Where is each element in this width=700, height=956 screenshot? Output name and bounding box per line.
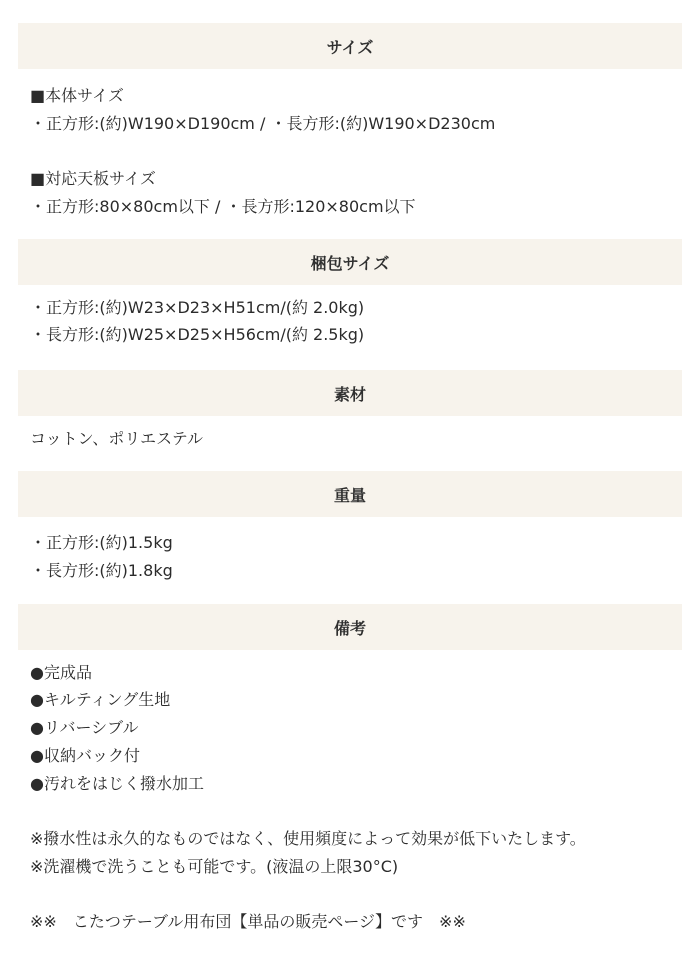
tabletop-size-heading: ■対応天板サイズ [30,169,156,188]
note-item: ●汚れをはじく撥水加工 [30,774,204,793]
body-size-heading: ■本体サイズ [30,86,124,105]
notes-header-label: 備考 [333,618,366,638]
note-item: ●キルティング生地 [30,690,171,709]
packing-square-line: ・正方形:(約)W23×D23×H51cm/(約 2.0kg) [30,298,365,317]
weight-section-header [18,471,682,517]
weight-square-line: ・正方形:(約)1.5kg [30,533,173,552]
weight-header-label: 重量 [333,485,366,505]
material-header-label: 素材 [333,384,366,404]
note-disclaimer: ※撥水性は永久的なものではなく、使用頻度によって効果が低下いたします。 [30,829,586,848]
size-header-label: サイズ [326,37,374,57]
note-item: ●完成品 [30,663,92,682]
material-line: コットン、ポリエステル [30,429,203,448]
note-item: ●収納バック付 [30,746,140,765]
weight-rect-line: ・長方形:(約)1.8kg [30,561,173,580]
packing-section-header [18,239,682,285]
body-size-values: ・正方形:(約)W190×D190cm / ・長方形:(約)W190×D230cm [30,114,496,133]
note-disclaimer: ※洗濯機で洗うことも可能です。(液温の上限30°C) [30,857,399,876]
material-section-header [18,370,682,416]
tabletop-size-values: ・正方形:80×80cm以下 / ・長方形:120×80cm以下 [30,197,416,216]
notes-section-header [18,604,682,650]
size-section-header [18,23,682,69]
packing-header-label: 梱包サイズ [310,253,390,273]
single-item-notice: ※※ こたつテーブル用布団【単品の販売ページ】です ※※ [30,912,466,931]
note-item: ●リバーシブル [30,718,139,737]
packing-rect-line: ・長方形:(約)W25×D25×H56cm/(約 2.5kg) [30,325,365,344]
